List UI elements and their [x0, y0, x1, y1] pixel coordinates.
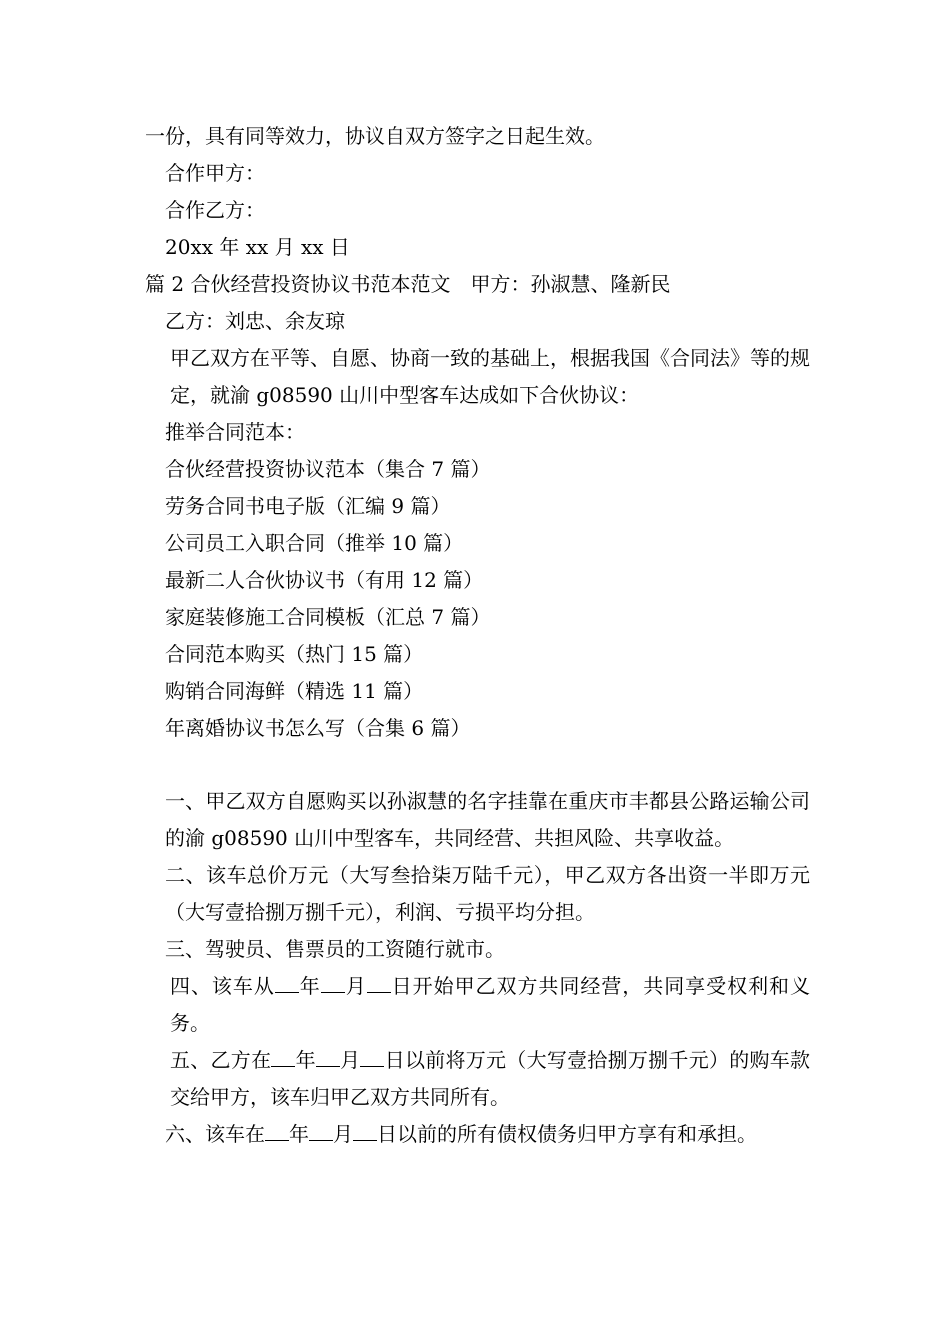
clause-text: 四、该车从: [170, 974, 275, 998]
clause-text: 日开始甲乙双方共同经营，共同享受权利和义务。: [170, 974, 811, 1035]
recommend-link[interactable]: 最新二人合伙协议书（有用 12 篇）: [165, 568, 484, 592]
clause-text: 月: [333, 1122, 353, 1146]
clause-text: 六、该车在: [165, 1122, 265, 1146]
recommend-link[interactable]: 购销合同海鲜（精选 11 篇）: [165, 679, 424, 703]
recommend-link[interactable]: 合同范本购买（热门 15 篇）: [165, 642, 424, 666]
blank-line: [271, 1048, 295, 1067]
clause-2: 二、该车总价万元（大写叁拾柒万陆千元），甲乙双方各出资一半即万元（大写壹拾捌万捌千元），利润、亏损平均分担。: [165, 863, 810, 924]
blank-line: [275, 974, 299, 993]
blank-line: [309, 1122, 333, 1141]
clause-text: 日以前的所有债权债务归甲方享有和承担。: [377, 1122, 757, 1146]
blank-line: [321, 974, 345, 993]
clause-text: 月: [344, 974, 367, 998]
recommend-link[interactable]: 年离婚协议书怎么写（合集 6 篇）: [165, 716, 471, 740]
clause-4: [145, 968, 810, 1042]
spacer: [145, 747, 810, 783]
recommend-title: 推举合同范本：: [165, 420, 305, 444]
recommend-link[interactable]: 劳务合同书电子版（汇编 9 篇）: [165, 494, 451, 518]
blank-line: [265, 1122, 289, 1141]
party-b-line: 乙方：刘忠、余友琼: [165, 309, 345, 333]
clause-5: [145, 1042, 810, 1116]
party-a-signature-label: 合作甲方：: [165, 161, 265, 185]
section-title: 篇 2 合伙经营投资协议书范本范文 甲方：孙淑慧、隆新民: [145, 272, 671, 296]
signature-date: 20xx 年 xx 月 xx 日: [165, 235, 350, 259]
clause-text: 年: [289, 1122, 309, 1146]
clause-text: 月: [339, 1048, 361, 1072]
clause-1: 一、甲乙双方自愿购买以孙淑慧的名字挂靠在重庆市丰都县公路运输公司的渝 g08590 山川中型客车，共同经营、共担风险、共享收益。: [165, 789, 810, 850]
recommend-link[interactable]: 公司员工入职合同（推举 10 篇）: [165, 531, 464, 555]
recommend-link[interactable]: 家庭装修施工合同模板（汇总 7 篇）: [165, 605, 491, 629]
blank-line: [316, 1048, 340, 1067]
clause-6: [145, 1116, 810, 1153]
clause-3: 三、驾驶员、售票员的工资随行就市。: [165, 937, 505, 961]
clause-text: 年: [298, 974, 321, 998]
text-line: 一份，具有同等效力，协议自双方签字之日起生效。: [145, 124, 605, 148]
clause-text: 年: [295, 1048, 316, 1072]
blank-line: [353, 1122, 377, 1141]
blank-line: [367, 974, 391, 993]
party-b-signature-label: 合作乙方：: [165, 198, 265, 222]
document-body: [145, 118, 810, 1153]
clause-text: 五、乙方在: [170, 1048, 272, 1072]
recommend-link[interactable]: 合伙经营投资协议范本（集合 7 篇）: [165, 457, 491, 481]
intro-paragraph: 甲乙双方在平等、自愿、协商一致的基础上，根据我国《合同法》等的规定，就渝 g08590 山川中型客车达成如下合伙协议：: [170, 346, 810, 407]
blank-line: [360, 1048, 384, 1067]
clause-text: 日以前将万元（大写壹拾捌万捌千元）的购车款交给甲方，该车归甲乙双方共同所有。: [170, 1048, 811, 1109]
